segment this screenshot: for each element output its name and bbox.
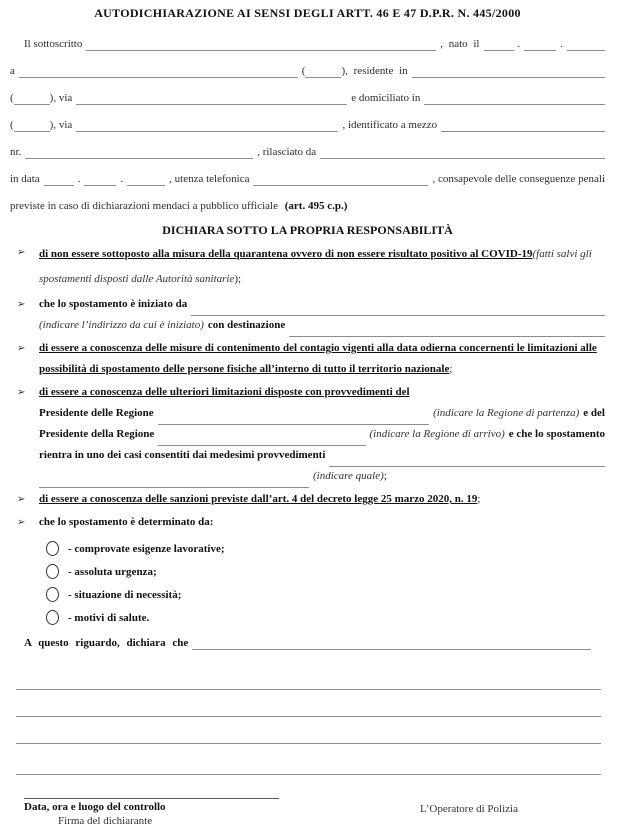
text-iniziato-da: che lo spostamento è iniziato da — [39, 298, 188, 310]
line-regione-arrivo — [39, 424, 605, 445]
line-documento — [10, 146, 605, 173]
arrow-bullet-icon: ➢ — [17, 517, 26, 528]
label-paren-open-3: ( — [10, 119, 14, 131]
text-misure-tail: ; — [449, 363, 453, 375]
field-residenza-comune-blank[interactable] — [412, 65, 605, 78]
field-telefono-blank[interactable] — [253, 173, 428, 186]
label-domiciliato-in: e domiciliato in — [351, 92, 421, 104]
field-note-line-4[interactable] — [16, 749, 601, 775]
officer-label: L’Operatore di Polizia — [420, 803, 518, 815]
label-il-sottoscritto: Il sottoscritto — [24, 38, 83, 50]
field-documento-nr-blank[interactable] — [25, 146, 253, 159]
text-quale-tail: ; — [383, 470, 387, 482]
line-destinazione — [39, 315, 605, 336]
bullet-limitazioni-text — [39, 382, 605, 487]
field-provvedimenti-2-blank[interactable] — [39, 466, 309, 488]
field-destinazione-blank[interactable] — [289, 315, 605, 337]
reason-option-urgenza — [46, 561, 605, 582]
bullets-section — [10, 242, 605, 533]
label-utenza: , utenza telefonica — [169, 173, 250, 185]
signature-label: Firma del dichiarante — [58, 815, 153, 827]
field-nato-anno-blank[interactable] — [567, 38, 605, 51]
label-paren-via-1: ), via — [49, 92, 73, 104]
field-provincia-nascita-blank[interactable] — [305, 65, 341, 78]
text-quarantena-bold: di non essere sottoposto alla misura della quarantena ovvero di non essere risultato positivo al COVID-19 — [39, 248, 533, 260]
label-paren-open-2: ( — [10, 92, 14, 104]
bullet-sanzioni-text — [39, 489, 605, 510]
text-sanzioni-bold: di essere a conoscenza delle sanzioni previste dall’art. 4 del decreto legge 25 marzo 2020, n. 19 — [39, 493, 478, 505]
line-data-telefono — [10, 173, 605, 200]
radio-circle-icon[interactable] — [46, 610, 59, 625]
field-rilasciato-da-blank[interactable] — [320, 146, 605, 159]
field-rilascio-giorno-blank[interactable] — [44, 173, 74, 186]
field-luogo-nascita-blank[interactable] — [19, 65, 298, 78]
reason-label: - comprovate esigenze lavorative; — [68, 542, 225, 555]
reasons-group — [46, 538, 605, 628]
arrow-bullet-icon: ➢ — [17, 494, 26, 505]
label-dot-1: . — [517, 38, 521, 50]
text-presidente-della: Presidente della Regione — [39, 428, 155, 440]
radio-circle-icon[interactable] — [46, 541, 59, 556]
field-documento-tipo-blank[interactable] — [441, 119, 605, 132]
reason-label: - assoluta urgenza; — [68, 565, 157, 578]
text-rientra: rientra in uno dei casi consentiti dai medesimi provvedimenti — [39, 449, 326, 461]
bullet-spostamento-text — [39, 294, 605, 336]
bullet-determinato-text — [39, 512, 605, 533]
label-nr: nr. — [10, 146, 22, 158]
bullet-determinato-da — [10, 512, 605, 533]
text-misure-bold: di essere a conoscenza delle misure di contenimento del contagio vigenti alla data odierna concernenti le limitazioni alle possibilità di spostamento delle persone fisiche all’interno di tutto il territorio nazionale — [39, 342, 597, 375]
line-nascita — [10, 65, 605, 92]
arrow-bullet-icon: ➢ — [17, 387, 26, 398]
label-art-495: (art. 495 c.p.) — [284, 200, 348, 212]
arrow-bullet-icon: ➢ — [17, 343, 26, 354]
field-rilascio-mese-blank[interactable] — [84, 173, 116, 186]
footer-left — [24, 789, 324, 829]
bullet-quarantena-text — [39, 242, 605, 292]
radio-circle-icon[interactable] — [46, 564, 59, 579]
text-presidente-delle: Presidente delle Regione — [39, 407, 154, 419]
field-domicilio-via-blank[interactable] — [76, 119, 338, 132]
line-regione-partenza — [39, 403, 605, 424]
intro-section — [10, 38, 605, 222]
bullet-misure-text — [39, 338, 605, 380]
label-previste: previste in caso di dichiarazioni mendaci a pubblico ufficiale — [10, 200, 278, 212]
text-con-destinazione: con destinazione — [207, 319, 286, 331]
arrow-bullet-icon: ➢ — [17, 299, 26, 310]
label-rilasciato-da: , rilasciato da — [257, 146, 317, 158]
field-domicilio-comune-blank[interactable] — [424, 92, 605, 105]
label-dot-3: . — [77, 173, 81, 185]
text-a-questo-riguardo: A questo riguardo, dichiara che — [24, 637, 189, 649]
field-residenza-provincia-blank[interactable] — [14, 92, 50, 105]
label-residente-in: ), residente in — [341, 65, 408, 77]
notes-lines — [16, 663, 601, 775]
label-dot-2: . — [560, 38, 563, 50]
bullet-misure-contenimento — [10, 338, 605, 380]
text-e-del: e del — [583, 407, 605, 419]
line-previste — [10, 200, 605, 222]
arrow-bullet-icon: ➢ — [17, 247, 26, 258]
line-domicilio-via — [10, 119, 605, 146]
line-sottoscritto — [24, 38, 605, 65]
field-regione-arrivo-blank[interactable] — [158, 424, 365, 446]
label-nato-il: , nato il — [440, 38, 480, 50]
footer-section — [10, 789, 605, 829]
control-label: Data, ora e luogo del controllo — [24, 801, 166, 813]
reason-option-necessita — [46, 584, 605, 605]
radio-circle-icon[interactable] — [46, 587, 59, 602]
text-arrivo-note: (indicare la Regione di arrivo) — [369, 428, 505, 440]
field-nato-mese-blank[interactable] — [524, 38, 556, 51]
label-in-data: in data — [10, 173, 40, 185]
text-limitazioni-bold: di essere a conoscenza delle ulteriori limitazioni disposte con provvedimenti del — [39, 386, 410, 398]
field-iniziato-da-blank[interactable] — [191, 294, 605, 316]
label-dot-4: . — [120, 173, 124, 185]
field-regione-partenza-blank[interactable] — [158, 403, 429, 425]
bullet-sanzioni — [10, 489, 605, 510]
bullet-ulteriori-limitazioni — [10, 382, 605, 487]
text-quarantena-tail: ); — [234, 273, 242, 285]
label-paren-via-2: ), via — [49, 119, 73, 131]
declaration-section — [24, 637, 591, 663]
footer-right — [324, 789, 605, 829]
section-subtitle: DICHIARA SOTTO LA PROPRIA RESPONSABILITÀ — [162, 223, 453, 237]
bullet-spostamento-iniziato — [10, 294, 605, 336]
line-residenza-via — [10, 92, 605, 119]
field-nome-blank[interactable] — [86, 38, 436, 51]
field-note-line-3[interactable] — [16, 717, 601, 744]
text-indirizzo-note: (indicare l’indirizzo da cui è iniziato) — [39, 319, 204, 331]
field-rilascio-anno-blank[interactable] — [127, 173, 165, 186]
field-data-controllo-blank[interactable] — [24, 789, 279, 799]
field-nato-giorno-blank[interactable] — [484, 38, 514, 51]
reason-option-salute — [46, 607, 605, 628]
text-partenza-note: (indicare la Regione di partenza) — [433, 407, 580, 419]
text-determinato-bold: che lo spostamento è determinato da: — [39, 516, 214, 528]
line-rientra-casi — [39, 445, 605, 466]
field-domicilio-provincia-blank[interactable] — [14, 119, 50, 132]
reason-label: - motivi di salute. — [68, 611, 150, 624]
reason-label: - situazione di necessità; — [68, 588, 182, 601]
label-identificato: , identificato a mezzo — [342, 119, 438, 131]
bullet-quarantena — [10, 242, 605, 292]
line-dichiara-che — [24, 637, 591, 663]
line-iniziato-da — [39, 294, 605, 315]
field-provvedimenti-1-blank[interactable] — [329, 445, 605, 467]
label-consapevole: , consapevole delle conseguenze penali — [432, 173, 605, 185]
text-e-che-spostamento: e che lo spostamento — [508, 428, 605, 440]
label-a: a — [10, 65, 15, 77]
field-note-line-2[interactable] — [16, 690, 601, 717]
line-provvedimenti — [39, 382, 605, 403]
text-sanzioni-tail: ; — [477, 493, 481, 505]
text-indicare-quale: (indicare quale) — [313, 470, 384, 482]
line-indicare-quale — [39, 466, 605, 487]
field-dichiara-che-blank[interactable] — [192, 637, 591, 650]
field-note-line-1[interactable] — [16, 663, 601, 690]
reason-option-lavorative — [46, 538, 605, 559]
page-title: AUTODICHIARAZIONE AI SENSI DEGLI ARTT. 46 E 47 D.P.R. N. 445/2000 — [94, 6, 521, 20]
label-paren-open-1: ( — [301, 65, 306, 77]
text-quarantena-italic: (fatti salvi gli spostamenti disposti dalle Autorità sanitarie — [39, 248, 592, 285]
field-residenza-via-blank[interactable] — [76, 92, 347, 105]
